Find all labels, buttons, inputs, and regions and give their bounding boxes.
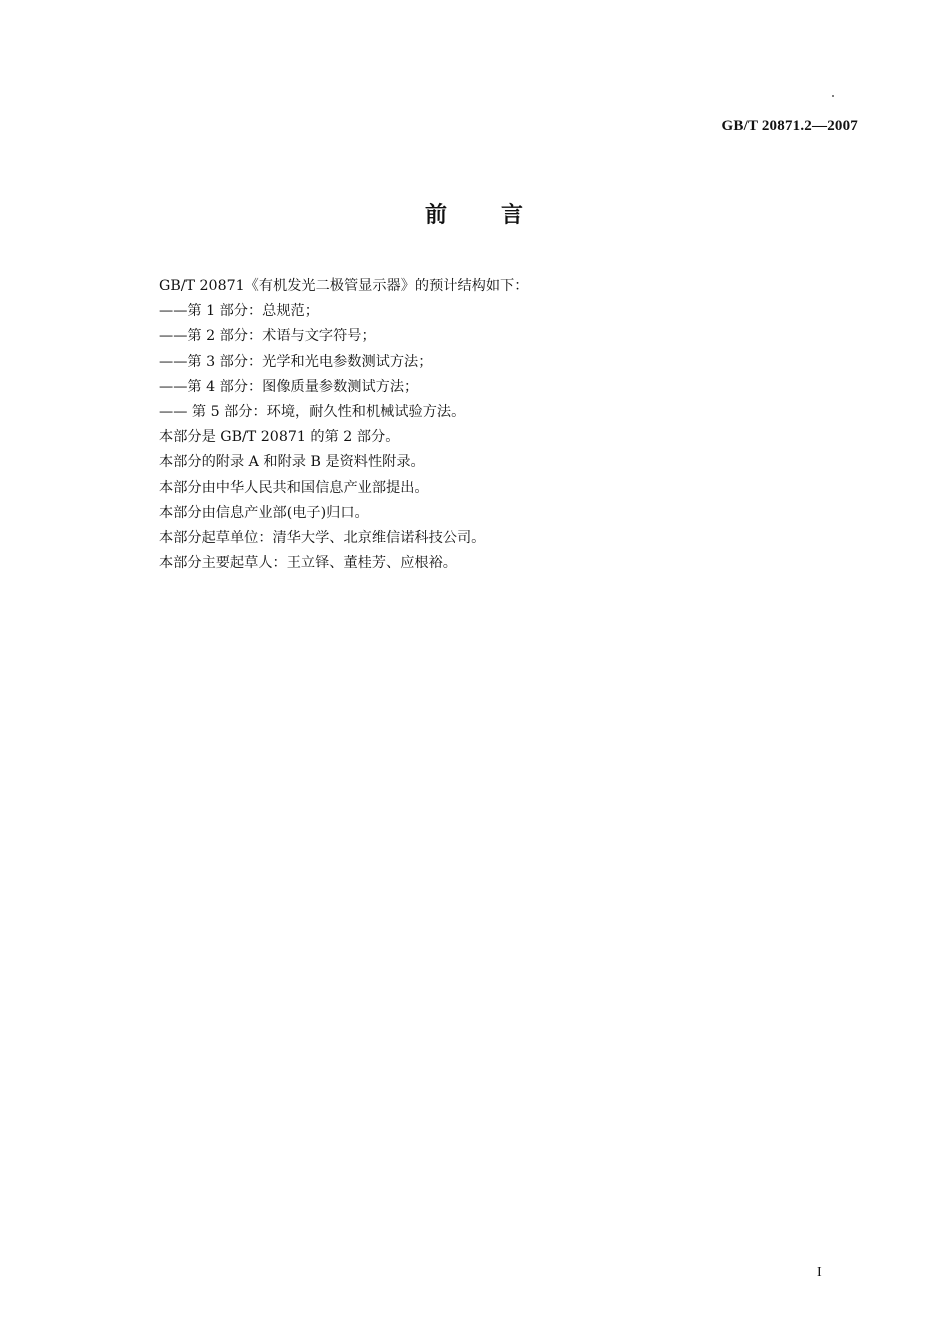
page-title [0,198,950,229]
title-char-2: 言 [501,203,526,228]
paragraph-drafters: 本部分主要起草人：王立铎、董桂芳、应根裕。 [159,555,457,572]
list-item-part-4: ——第 4 部分：图像质量参数测试方法； [159,378,419,395]
foreword-body [159,274,859,576]
page-number: I [817,1265,822,1280]
list-item-part-3: ——第 3 部分：光学和光电参数测试方法； [159,353,433,370]
title-char-1: 前 [424,203,449,228]
standard-number: GB/T 20871.2—2007 [721,118,858,134]
scan-speck [832,95,834,97]
list-item-part-1: ——第 1 部分：总规范； [159,303,319,320]
paragraph-proposed-by: 本部分由中华人民共和国信息产业部提出。 [159,479,429,496]
list-item-part-2: ——第 2 部分：术语与文字符号； [159,328,376,345]
paragraph-part-statement: 本部分是 GB/T 20871 的第 2 部分。 [159,429,400,446]
paragraph-appendix: 本部分的附录 A 和附录 B 是资料性附录。 [159,454,425,471]
paragraph-structure-intro: GB/T 20871《有机发光二极管显示器》的预计结构如下： [159,278,529,294]
paragraph-administered-by: 本部分由信息产业部(电子)归口。 [159,504,369,521]
paragraph-drafting-units: 本部分起草单位：清华大学、北京维信诺科技公司。 [159,529,486,546]
list-item-part-5: —— 第 5 部分：环境，耐久性和机械试验方法。 [159,403,466,420]
